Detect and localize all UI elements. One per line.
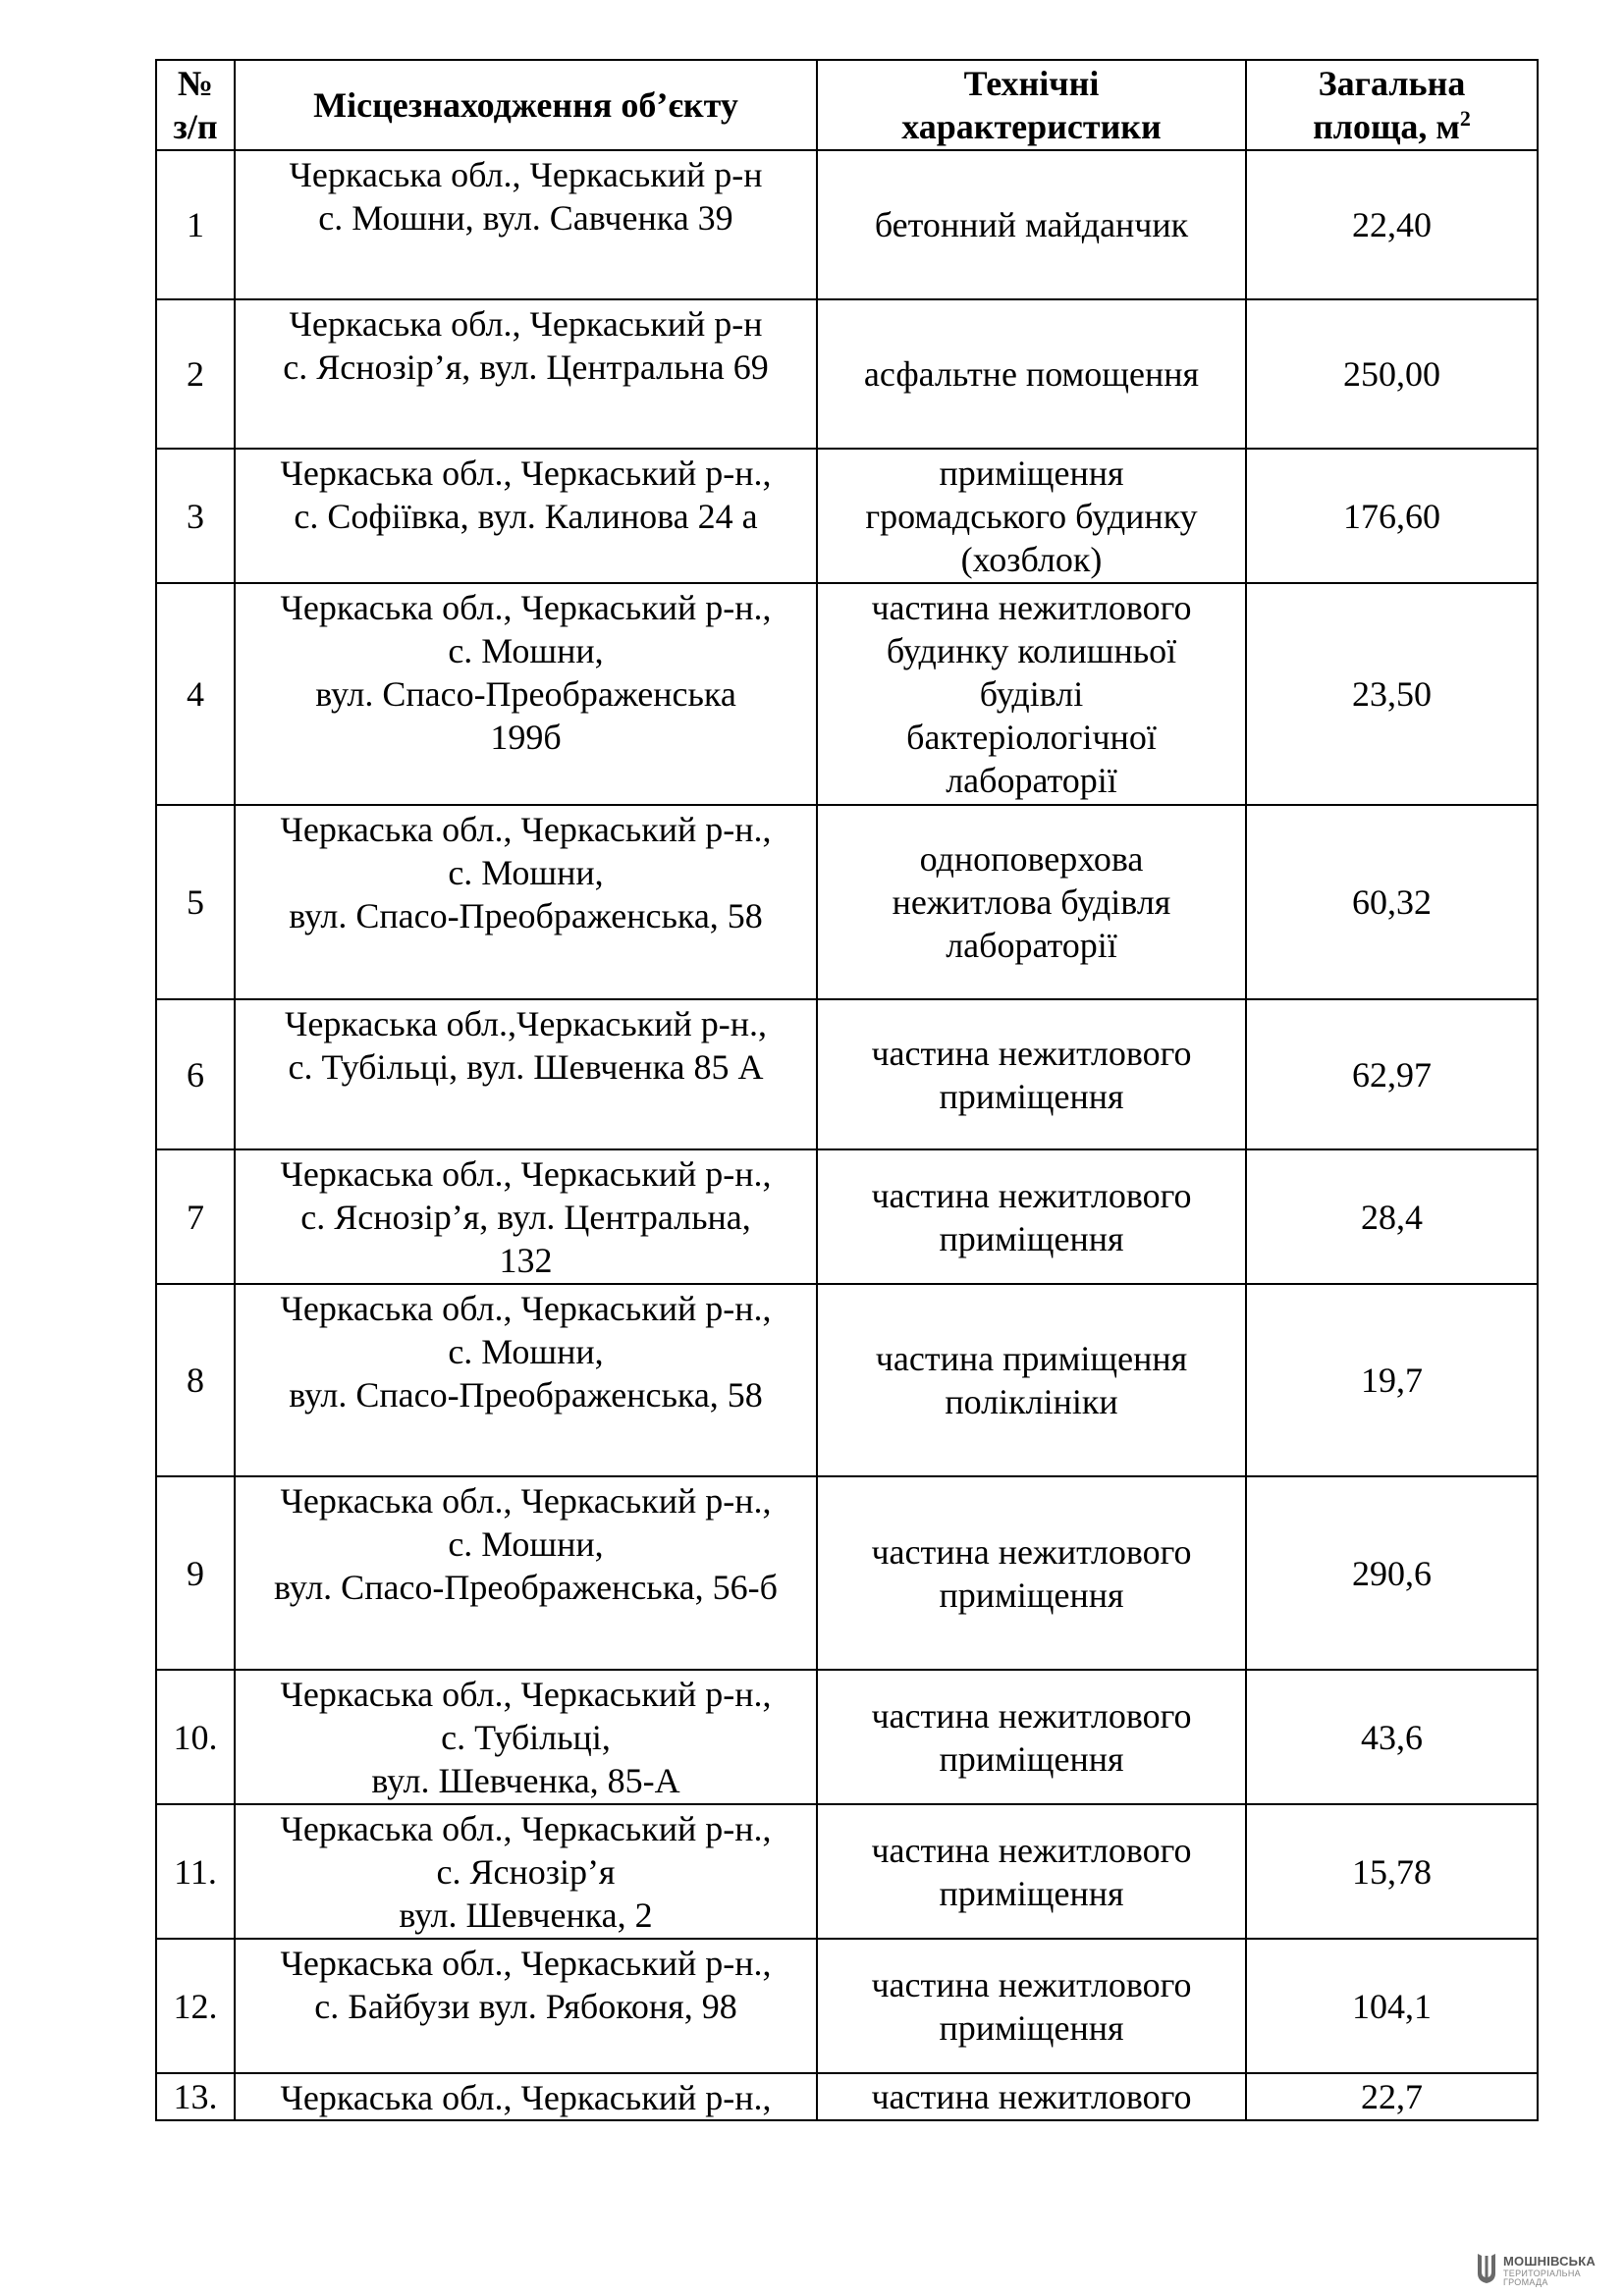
row-tech <box>817 299 1246 449</box>
tech-line: будівлі <box>979 674 1084 714</box>
row-location <box>235 1939 817 2073</box>
tech-line: частина нежитлового <box>871 1830 1192 1870</box>
location-line: с. Мошни, <box>448 853 604 892</box>
row-number: 6 <box>156 999 235 1149</box>
row-location <box>235 583 817 805</box>
table-row <box>156 449 1538 583</box>
row-area: 60,32 <box>1246 805 1538 999</box>
tech-line: лабораторії <box>946 926 1117 965</box>
tech-line: частина нежитлового <box>871 2077 1192 2116</box>
location-line: вул. Спасо-Преображенська <box>315 674 736 714</box>
header-area-sup: 2 <box>1459 106 1471 131</box>
table-row <box>156 999 1538 1149</box>
row-location <box>235 1149 817 1284</box>
table-row <box>156 1670 1538 1804</box>
location-line: вул. Шевченка, 85-А <box>371 1761 680 1800</box>
location-line: вул. Спасо-Преображенська, 58 <box>289 896 763 935</box>
location-line: с. Мошни, <box>448 1332 604 1371</box>
row-area: 23,50 <box>1246 583 1538 805</box>
table-row <box>156 1939 1538 2073</box>
tech-line: бетонний майданчик <box>874 205 1189 244</box>
row-number: 11. <box>156 1804 235 1939</box>
header-num <box>156 60 235 150</box>
location-line: вул. Шевченка, 2 <box>399 1896 653 1935</box>
tech-line: частина нежитлового <box>871 1175 1192 1215</box>
location-line: с. Яснозір’я, вул. Центральна 69 <box>283 347 769 387</box>
row-number: 9 <box>156 1476 235 1670</box>
row-location <box>235 1284 817 1476</box>
row-tech <box>817 1670 1246 1804</box>
tech-line: лабораторії <box>946 761 1117 800</box>
location-line: Черкаська обл., Черкаський р-н <box>289 155 763 194</box>
row-area: 28,4 <box>1246 1149 1538 1284</box>
location-line: с. Яснозір’я, вул. Центральна, <box>300 1198 751 1237</box>
tech-line: громадського будинку <box>865 496 1198 536</box>
location-line: с. Мошни, <box>448 1524 604 1564</box>
location-line: Черкаська обл., Черкаський р-н., <box>280 1154 772 1194</box>
header-area-unit: площа, м <box>1313 107 1460 146</box>
row-number: 12. <box>156 1939 235 2073</box>
row-tech <box>817 150 1246 299</box>
row-number: 1 <box>156 150 235 299</box>
location-line: с. Тубільці, <box>441 1718 611 1757</box>
row-tech <box>817 1476 1246 1670</box>
row-location <box>235 1476 817 1670</box>
logo-title: МОШНІВСЬКА <box>1503 2254 1596 2269</box>
table-row <box>156 1284 1538 1476</box>
location-line: с. Байбузи вул. Рябоконя, 98 <box>314 1987 737 2026</box>
row-tech <box>817 583 1246 805</box>
row-location <box>235 1670 817 1804</box>
location-line: 199б <box>490 718 562 757</box>
header-tech <box>817 60 1246 150</box>
row-tech <box>817 1804 1246 1939</box>
community-logo <box>1476 2250 1596 2289</box>
location-line: с. Мошни, <box>448 631 604 670</box>
row-tech <box>817 1149 1246 1284</box>
location-line: Черкаська обл., Черкаський р-н., <box>280 454 772 493</box>
header-location-text: Місцезнаходження об’єкту <box>313 85 738 125</box>
row-location <box>235 150 817 299</box>
header-row <box>156 60 1538 150</box>
row-area: 176,60 <box>1246 449 1538 583</box>
location-line: с. Яснозір’я <box>436 1852 616 1892</box>
table-row <box>156 583 1538 805</box>
trident-icon <box>1476 2252 1497 2285</box>
tech-line: частина нежитлового <box>871 1695 1192 1735</box>
row-tech <box>817 805 1246 999</box>
location-line: Черкаська обл., Черкаський р-н., <box>280 2078 772 2117</box>
tech-line: бактеріологічної <box>906 718 1157 757</box>
tech-line: асфальтне помощення <box>863 354 1200 394</box>
location-line: Черкаська обл., Черкаський р-н., <box>280 1944 772 1983</box>
objects-table <box>155 59 1539 2121</box>
row-area: 22,7 <box>1246 2073 1538 2120</box>
row-area: 19,7 <box>1246 1284 1538 1476</box>
table-row <box>156 1476 1538 1670</box>
location-line: 132 <box>499 1241 553 1280</box>
location-line: с. Мошни, вул. Савченка 39 <box>318 198 733 238</box>
row-area: 43,6 <box>1246 1670 1538 1804</box>
location-line: Черкаська обл., Черкаський р-н., <box>280 810 772 849</box>
row-location <box>235 299 817 449</box>
tech-line: частина нежитлового <box>871 1531 1192 1572</box>
location-line: Черкаська обл., Черкаський р-н., <box>280 588 772 627</box>
location-line: Черкаська обл., Черкаський р-н., <box>280 1809 772 1848</box>
header-tech-line2: характеристики <box>901 107 1162 146</box>
tech-line: будинку колишньої <box>886 631 1177 670</box>
row-number: 4 <box>156 583 235 805</box>
row-number: 5 <box>156 805 235 999</box>
tech-line: частина нежитлового <box>871 1964 1192 2004</box>
header-location <box>235 60 817 150</box>
tech-line: приміщення <box>939 2007 1124 2048</box>
tech-line: приміщення <box>939 1218 1124 1258</box>
location-line: с. Софіївка, вул. Калинова 24 а <box>294 497 758 536</box>
tech-line: приміщення <box>939 1575 1124 1615</box>
row-location <box>235 1804 817 1939</box>
tech-line: приміщення <box>939 453 1124 493</box>
table-row <box>156 1149 1538 1284</box>
tech-line: одноповерхова <box>919 839 1144 879</box>
row-location <box>235 449 817 583</box>
tech-line: поліклініки <box>945 1382 1118 1421</box>
header-area-line1: Загальна <box>1318 64 1466 103</box>
location-line: вул. Спасо-Преображенська, 56-б <box>274 1568 778 1607</box>
row-location <box>235 805 817 999</box>
tech-line: частина нежитлового <box>871 1033 1192 1073</box>
tech-line: частина нежитлового <box>871 588 1192 627</box>
row-tech <box>817 1284 1246 1476</box>
header-area-line2 <box>1253 105 1531 148</box>
tech-line: приміщення <box>939 1873 1124 1913</box>
table-row <box>156 2073 1538 2120</box>
row-area: 15,78 <box>1246 1804 1538 1939</box>
location-line: Черкаська обл., Черкаський р-н., <box>280 1481 772 1521</box>
header-area <box>1246 60 1538 150</box>
row-area: 62,97 <box>1246 999 1538 1149</box>
row-number: 10. <box>156 1670 235 1804</box>
tech-line: частина приміщення <box>875 1339 1188 1378</box>
row-number: 2 <box>156 299 235 449</box>
row-area: 22,40 <box>1246 150 1538 299</box>
row-number: 3 <box>156 449 235 583</box>
table-row <box>156 1804 1538 1939</box>
tech-line: (хозблок) <box>960 539 1103 579</box>
location-line: вул. Спасо-Преображенська, 58 <box>289 1375 763 1415</box>
row-tech <box>817 2073 1246 2120</box>
location-line: Черкаська обл., Черкаський р-н., <box>280 1675 772 1714</box>
row-tech <box>817 449 1246 583</box>
tech-line: приміщення <box>939 1076 1124 1116</box>
tech-line: нежитлова будівля <box>892 882 1171 922</box>
row-tech <box>817 999 1246 1149</box>
row-area: 250,00 <box>1246 299 1538 449</box>
logo-subtitle-1: ТЕРИТОРІАЛЬНА <box>1503 2269 1581 2278</box>
table-row <box>156 299 1538 449</box>
location-line: с. Тубільці, вул. Шевченка 85 А <box>288 1047 764 1087</box>
logo-subtitle-2: ГРОМАДА <box>1503 2277 1548 2287</box>
row-location <box>235 2073 817 2120</box>
table-row <box>156 150 1538 299</box>
location-line: Черкаська обл., Черкаський р-н <box>289 304 763 344</box>
header-tech-line1: Технічні <box>963 64 1100 103</box>
location-line: Черкаська обл.,Черкаський р-н., <box>285 1004 767 1043</box>
row-number: 13. <box>156 2073 235 2120</box>
tech-line: приміщення <box>939 1738 1124 1779</box>
row-number: 7 <box>156 1149 235 1284</box>
row-tech <box>817 1939 1246 2073</box>
table-row <box>156 805 1538 999</box>
header-num-line1: № <box>177 64 214 103</box>
row-number: 8 <box>156 1284 235 1476</box>
header-num-line2: з/п <box>173 107 218 146</box>
location-line: Черкаська обл., Черкаський р-н., <box>280 1289 772 1328</box>
row-area: 290,6 <box>1246 1476 1538 1670</box>
row-area: 104,1 <box>1246 1939 1538 2073</box>
row-location <box>235 999 817 1149</box>
